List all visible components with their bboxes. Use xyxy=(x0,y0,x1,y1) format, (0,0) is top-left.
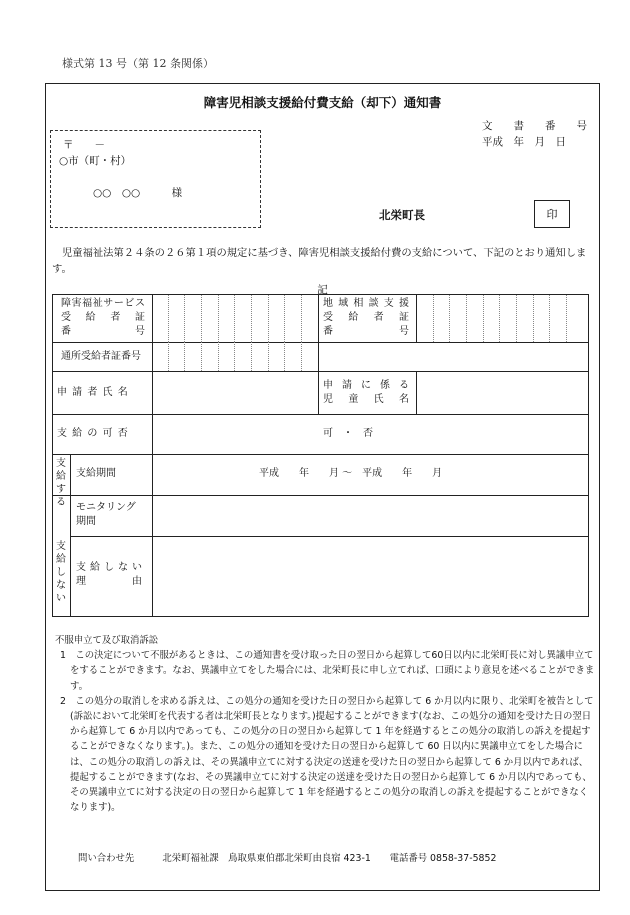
digit-separator xyxy=(301,342,302,371)
table-row-divider xyxy=(53,495,588,496)
digit-separator xyxy=(433,295,434,342)
community-support-cert-label-line2: 受 給 者 証 xyxy=(323,312,409,323)
digit-separator xyxy=(201,295,202,342)
table-row-divider xyxy=(53,414,588,415)
digit-separator xyxy=(499,295,500,342)
digit-separator xyxy=(268,342,269,371)
form-number-label: 様式第 13 号（第 12 条関係） xyxy=(62,57,214,70)
digit-separator xyxy=(251,295,252,342)
community-support-cert-label-line1: 地 域 相 談 支 援 xyxy=(323,298,409,309)
digit-separator xyxy=(168,342,169,371)
monitoring-label-line2: 期間 xyxy=(76,516,96,527)
child-name-label-line1: 申 請 に 係 る xyxy=(323,380,409,391)
decision-table xyxy=(52,294,589,617)
digit-separator xyxy=(218,295,219,342)
digit-separator xyxy=(268,295,269,342)
digit-separator xyxy=(301,295,302,342)
digit-separator xyxy=(284,342,285,371)
disability-service-cert-label-line3: 番 号 xyxy=(61,326,145,337)
outpatient-cert-label: 通所受給者証番号 xyxy=(61,351,141,362)
approval-value: 可 ・ 否 xyxy=(323,428,373,439)
digit-separator xyxy=(449,295,450,342)
applicant-name-label: 申 請 者 氏 名 xyxy=(57,387,129,398)
digit-separator xyxy=(168,295,169,342)
ki-heading: 記 xyxy=(317,284,328,296)
monitoring-label-line1: モニタリング xyxy=(76,502,136,513)
digit-separator xyxy=(201,342,202,371)
child-name-label-line2: 児 童 氏 名 xyxy=(323,394,409,405)
approval-label: 支 給 の 可 否 xyxy=(57,428,129,439)
document-date-label: 平成 年 月 日 xyxy=(482,136,566,148)
digit-separator xyxy=(466,295,467,342)
table-row-divider xyxy=(53,371,588,372)
digit-separator xyxy=(184,342,185,371)
document-title: 障害児相談支援給付費支給（却下）通知書 xyxy=(203,95,442,110)
appeal-notes xyxy=(55,633,595,815)
digit-separator xyxy=(284,295,285,342)
table-row-divider xyxy=(53,342,588,343)
recipient-name-line: ○○ ○○ 様 xyxy=(93,187,183,199)
table-row-divider xyxy=(70,536,588,537)
table-col-divider xyxy=(318,295,319,342)
group-nopay-label: 支給しない xyxy=(56,541,66,604)
contact-address: 鳥取県東伯郡北栄町由良宿 423-1 xyxy=(228,853,371,864)
table-col-divider xyxy=(416,371,417,414)
disability-service-cert-label-line1: 障害福祉サービス xyxy=(61,298,145,309)
digit-separator xyxy=(234,342,235,371)
pay-period-label: 支給期間 xyxy=(76,468,116,479)
recipient-city-line: ○市（町・村） xyxy=(59,155,132,167)
table-col-divider xyxy=(70,454,71,616)
digit-separator xyxy=(566,295,567,342)
intro-paragraph: 児童福祉法第２４条の２６第１項の規定に基づき、障害児相談支援給付費の支給について、下記のとおり通知します。 xyxy=(52,247,587,275)
document-number-label: 文 書 番 号 xyxy=(482,120,587,132)
digit-separator xyxy=(549,295,550,342)
pay-period-value: 平成 年 月 ～ 平成 年 月 xyxy=(259,468,443,479)
table-row-divider xyxy=(53,454,588,455)
reason-label-line2: 理 由 xyxy=(76,576,142,587)
table-col-divider xyxy=(318,371,319,414)
digit-separator xyxy=(483,295,484,342)
notes-item-2: 2 この処分の取消しを求める訴えは、この処分の通知を受けた日の翌日から起算して 6 か月以内に限り、北栄町を被告として(訴訟において北栄町を代表する者は北栄町長となります。)提起することができます(なお、この処分の通知を受けた日の翌日から起算して 6 か月以内であっても、この処分の日の翌日から起算して 1 年を経過するとこの処分の取消しの訴えを提起することができなくなります。)。また、この処分の通知を受けた日の翌日から起算して 60 日以内に異議申立てをした場合には、この処分の取消しの訴えは、その異議申立てに対する決定の送達を受けた日の翌日から起算して 6 か月以内であれば、提起することができます(なお、その異議申立てに対する決定の送達を受けた日の翌日から起算して 6 か月以内であっても、その異議申立てに対する決定の日の翌日から起算して 1 年を経過するとこの処分の取消しの訴えを提起することができなくなります)。 xyxy=(60,695,594,814)
contact-phone: 電話番号 0858-37-5852 xyxy=(389,853,497,864)
table-col-divider xyxy=(152,295,153,616)
community-support-cert-label-line3: 番 号 xyxy=(323,326,409,337)
table-col-divider xyxy=(416,295,417,342)
disability-service-cert-label-line2: 受 給 者 証 xyxy=(61,312,145,323)
digit-separator xyxy=(234,295,235,342)
contact-line xyxy=(78,850,496,864)
digit-separator xyxy=(251,342,252,371)
seal-box: 印 xyxy=(534,200,570,228)
contact-label: 問い合わせ先 xyxy=(78,853,135,864)
table-col-divider xyxy=(318,342,319,371)
digit-separator xyxy=(218,342,219,371)
notes-heading: 不服申立て及び取消訴訟 xyxy=(55,635,159,646)
contact-dept: 北栄町福祉課 xyxy=(162,853,219,864)
issuer-name: 北栄町長 xyxy=(379,208,425,222)
postal-code-line: 〒 － xyxy=(63,139,105,151)
notes-item-1: 1 この決定について不服があるときは、この通知書を受け取った日の翌日から起算して60日以内に北栄町長に対し異議申立てをすることができます。なお、異議申立てをした場合には、北栄町長に申し立てれば、口頭により意見を述べることができます。 xyxy=(60,650,595,692)
digit-separator xyxy=(516,295,517,342)
group-pay-label: 支給する xyxy=(56,458,66,508)
reason-label-line1: 支 給 し な い xyxy=(76,562,142,573)
digit-separator xyxy=(533,295,534,342)
digit-separator xyxy=(184,295,185,342)
